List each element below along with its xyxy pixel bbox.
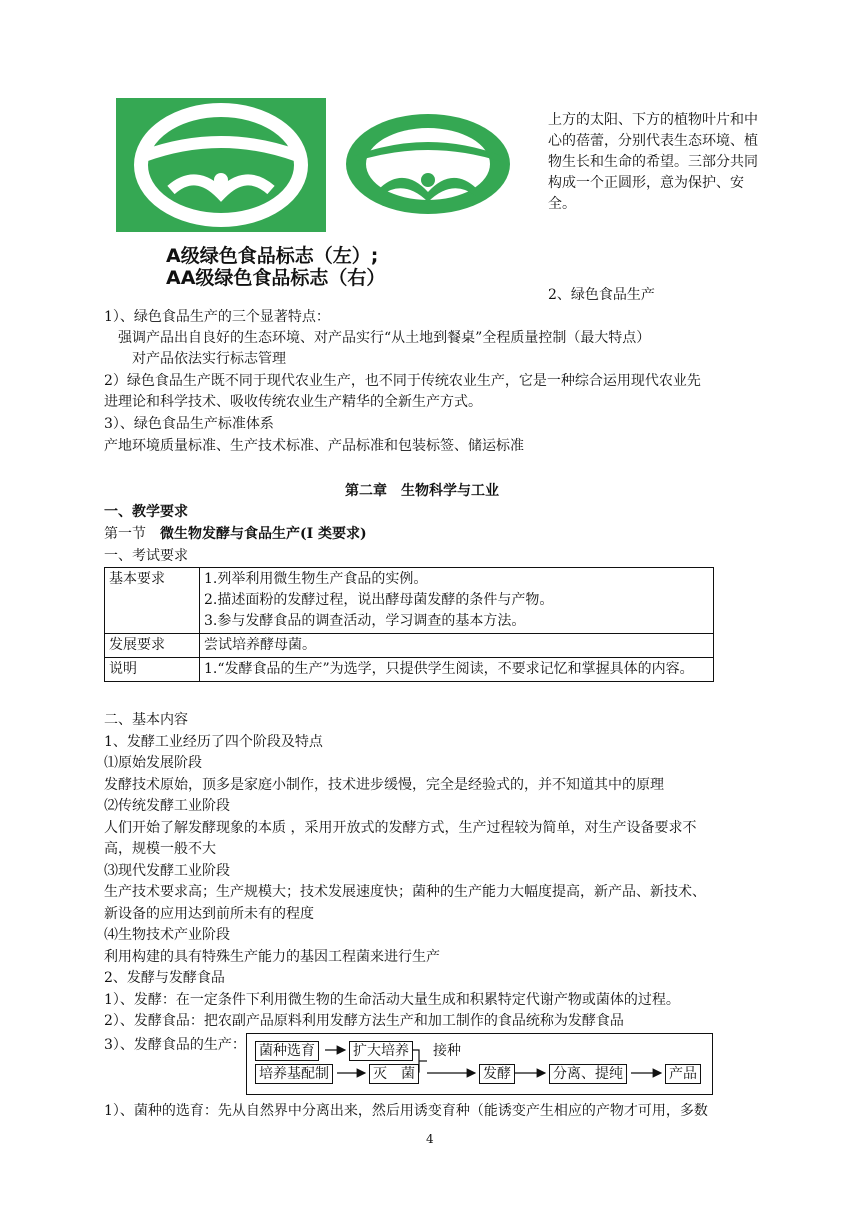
table-cell xyxy=(200,658,714,682)
fermentation-flow-diagram xyxy=(246,1033,713,1095)
paragraph: 1）、菌种的选育：先从自然界中分离出来，然后用诱变育种（能诱变产生相应的产物才可用，多数 xyxy=(104,1103,708,1119)
flow-step-sterilization: 灭 菌 xyxy=(369,1064,419,1084)
flow-step-medium-prep: 培养基配制 xyxy=(255,1064,333,1084)
flow-step-fermentation: 发酵 xyxy=(479,1064,515,1084)
paragraph: 产地环境质量标准、生产技术标准、产品标准和包装标签、储运标准 xyxy=(104,438,524,454)
requirements-table xyxy=(104,567,714,682)
paragraph: ⑴原始发展阶段 xyxy=(104,755,202,771)
paragraph: 对产品依法实行标志管理 xyxy=(132,351,286,367)
aa-grade-logo xyxy=(336,108,520,220)
paragraph: ⑵传统发酵工业阶段 xyxy=(104,798,230,814)
subsection-heading: 一、考试要求 xyxy=(104,548,188,564)
logo-caption-line2: AA级绿色食品标志（右） xyxy=(166,267,386,289)
table-row xyxy=(105,658,714,682)
subsection-heading: 二、基本内容 xyxy=(104,712,188,728)
table-row xyxy=(105,568,714,634)
page-number: 4 xyxy=(426,1132,434,1146)
list-item: 1.列举利用微生物生产食品的实例。 xyxy=(204,571,428,587)
paragraph: 高，规模一般不大 xyxy=(104,841,216,857)
paragraph: 生产技术要求高；生产规模大；技术发展速度快；菌种的生产能力大幅度提高，新产品、新技术、 xyxy=(104,884,706,900)
paragraph: 2）、发酵食品：把农副产品原料利用发酵方法生产和加工制作的食品统称为发酵食品 xyxy=(104,1013,624,1029)
paragraph: 1、发酵工业经历了四个阶段及特点 xyxy=(104,734,323,750)
section-heading: 一、教学要求 xyxy=(104,504,188,520)
table-row xyxy=(105,634,714,658)
paragraph: 3）、绿色食品生产标准体系 xyxy=(104,416,274,432)
flow-step-strain-selection: 菌种选育 xyxy=(255,1041,319,1061)
table-cell-label: 发展要求 xyxy=(105,634,200,658)
heading-green-food-production: 2、绿色食品生产 xyxy=(548,287,655,303)
paragraph: 3）、发酵食品的生产： xyxy=(104,1037,246,1053)
flow-step-product: 产品 xyxy=(665,1064,701,1084)
paragraph: 2、发酵与发酵食品 xyxy=(104,970,225,986)
section-prefix: 第一节 xyxy=(104,526,160,542)
section-name: 微生物发酵与食品生产(I 类要求) xyxy=(160,526,367,542)
table-cell-label: 说明 xyxy=(105,658,200,682)
paragraph: ⑶现代发酵工业阶段 xyxy=(104,863,230,879)
paragraph: 进理论和科学技术、吸收传统农业生产精华的全新生产方式。 xyxy=(104,394,482,410)
table-cell xyxy=(200,568,714,634)
a-grade-logo xyxy=(116,98,326,232)
flow-label-inoculate: 接种 xyxy=(433,1043,461,1059)
flow-step-separation: 分离、提纯 xyxy=(549,1064,627,1084)
paragraph: 发酵技术原始，顶多是家庭小制作，技术进步缓慢，完全是经验式的，并不知道其中的原理 xyxy=(104,777,664,793)
flow-step-scale-up: 扩大培养 xyxy=(349,1041,413,1061)
table-cell-label: 基本要求 xyxy=(105,568,200,634)
section-title xyxy=(104,524,367,544)
paragraph: 利用构建的具有特殊生产能力的基因工程菌来进行生产 xyxy=(104,949,440,965)
paragraph: 2）绿色食品生产既不同于现代农业生产，也不同于传统农业生产，它是一种综合运用现代农业先 xyxy=(104,373,701,389)
list-item: 3.参与发酵食品的调查活动，学习调查的基本方法。 xyxy=(204,613,526,629)
paragraph: 人们开始了解发酵现象的本质 ，采用开放式的发酵方式，生产过程较为简单，对生产设备要求不 xyxy=(104,820,697,836)
paragraph: 1）、绿色食品生产的三个显著特点： xyxy=(104,309,330,325)
paragraph: 新设备的应用达到前所未有的程度 xyxy=(104,906,314,922)
green-food-logo-aa-icon xyxy=(336,108,520,220)
logo-description: 上方的太阳、下方的植物叶片和中心的蓓蕾，分别代表生态环境、植物生长和生命的希望。三部分共同构成一个正圆形，意为保护、安全。 xyxy=(548,112,758,212)
green-food-logo-icon xyxy=(116,98,326,232)
paragraph: 1）、发酵：在一定条件下利用微生物的生命活动大量生成和积累特定代谢产物或菌体的过程。 xyxy=(104,992,680,1008)
chapter-title: 第二章 生物科学与工业 xyxy=(345,483,499,499)
paragraph: 强调产品出自良好的生态环境、对产品实行“从土地到餐桌”全程质量控制（最大特点） xyxy=(118,330,651,346)
logo-caption-line1: A级绿色食品标志（左）; xyxy=(166,245,379,267)
table-cell: 尝试培养酵母菌。 xyxy=(200,634,714,658)
paragraph: ⑷生物技术产业阶段 xyxy=(104,927,230,943)
note-text: 1.“发酵食品的生产”为选学，只提供学生阅读，不要求记忆和掌握具体的内容。 xyxy=(204,661,694,677)
list-item: 2.描述面粉的发酵过程，说出酵母菌发酵的条件与产物。 xyxy=(204,592,554,608)
